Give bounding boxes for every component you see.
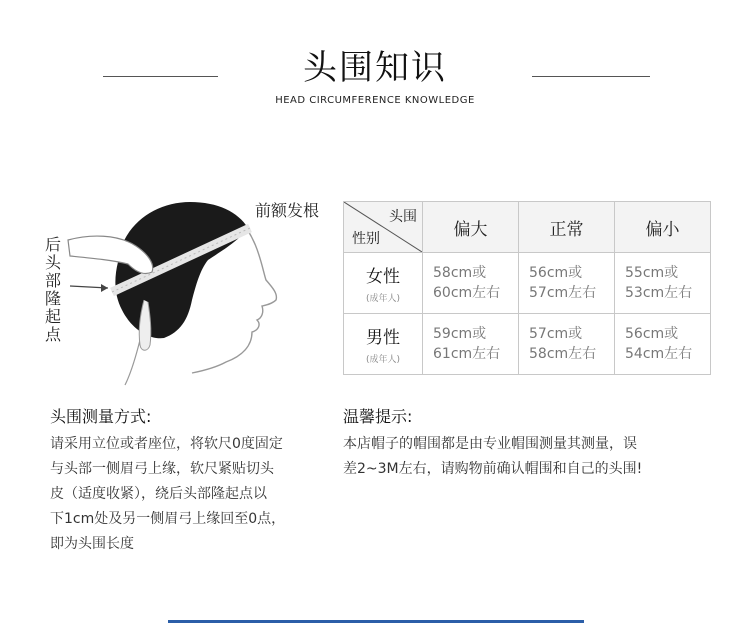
value-cell	[423, 253, 519, 314]
value-line: 56cm或	[529, 265, 583, 281]
title-divider-left	[103, 76, 218, 77]
table-row	[344, 314, 711, 375]
header-large: 偏大	[423, 202, 519, 253]
method-line: 与头部一侧眉弓上缘，软尺紧贴切头	[50, 461, 274, 477]
table-header-row	[344, 202, 711, 253]
value-line: 59cm或	[433, 326, 487, 342]
corner-top-label: 头围	[389, 209, 417, 225]
neck-outline	[125, 340, 140, 385]
tip-line: 本店帽子的帽围都是由专业帽围测量其测量，误	[343, 436, 637, 452]
title-divider-right	[532, 76, 650, 77]
value-cell	[615, 314, 711, 375]
value-line: 57cm或	[529, 326, 583, 342]
value-line: 57cm左右	[529, 285, 597, 301]
back-head-label: 后头部隆起点	[45, 235, 62, 344]
tip-line: 差2~3M左右，请购物前确认帽围和自己的头围!	[343, 461, 643, 477]
value-cell	[615, 253, 711, 314]
header-small: 偏小	[615, 202, 711, 253]
value-line: 56cm或	[625, 326, 679, 342]
page-subtitle: HEAD CIRCUMFERENCE KNOWLEDGE	[275, 95, 475, 106]
gender-cell-male	[344, 314, 423, 375]
table-corner-cell	[344, 202, 423, 253]
value-line: 60cm左右	[433, 285, 501, 301]
value-line: 61cm左右	[433, 346, 501, 362]
page-title: 头围知识	[303, 48, 447, 88]
gender-cell-female	[344, 253, 423, 314]
tip-text	[343, 432, 703, 482]
value-line: 53cm左右	[625, 285, 693, 301]
value-cell	[519, 314, 615, 375]
value-line: 55cm或	[625, 265, 679, 281]
method-line: 即为头围长度	[50, 536, 134, 552]
gender-label: 男性	[366, 328, 400, 348]
table-row	[344, 253, 711, 314]
corner-bottom-label: 性别	[352, 231, 380, 247]
value-line: 58cm或	[433, 265, 487, 281]
value-cell	[423, 314, 519, 375]
value-line: 54cm左右	[625, 346, 693, 362]
gender-label: 女性	[366, 267, 400, 287]
gender-note: (成年人)	[365, 355, 401, 365]
method-line: 请采用立位或者座位，将软尺0度固定	[50, 436, 283, 452]
value-line: 58cm左右	[529, 346, 597, 362]
gender-note: (成年人)	[365, 294, 401, 304]
size-table	[343, 201, 711, 375]
value-cell	[519, 253, 615, 314]
method-line: 下1cm处及另一侧眉弓上缘回至0点，	[50, 511, 286, 527]
header-normal: 正常	[519, 202, 615, 253]
tip-title: 温馨提示:	[343, 407, 413, 426]
method-title: 头围测量方式:	[50, 407, 152, 426]
forehead-label: 前额发根	[255, 201, 320, 220]
method-text	[50, 432, 335, 557]
method-line: 皮（适度收紧），绕后头部隆起点以	[50, 486, 267, 502]
